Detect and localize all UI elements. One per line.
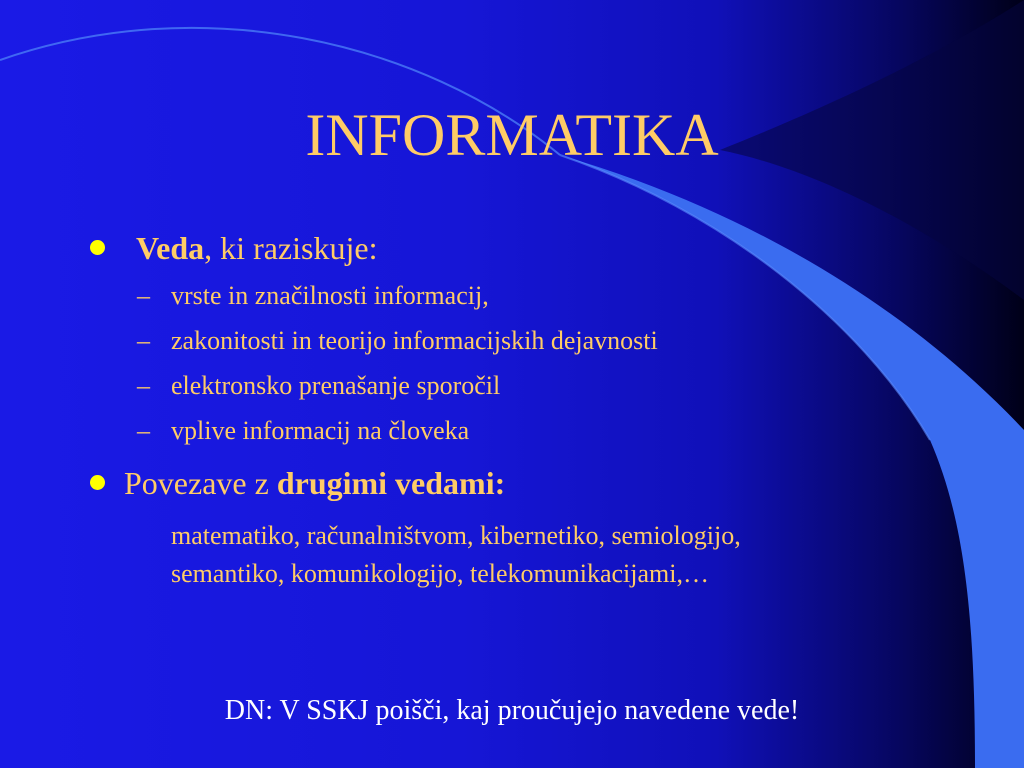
sub-item xyxy=(137,280,489,312)
sub-item-text: elektronsko prenašanje sporočil xyxy=(171,371,501,400)
sub-item-text: zakonitosti in teorijo informacijskih dejavnosti xyxy=(171,326,658,355)
bullet-item-veda xyxy=(90,228,377,268)
sub-item xyxy=(137,325,658,357)
sub-item xyxy=(137,415,469,447)
related-fields-line: semantiko, komunikologijo, telekomunikacijami,… xyxy=(171,559,709,588)
bullet-dot-icon xyxy=(90,240,105,255)
bullet-bold-povezave: drugimi vedami: xyxy=(276,465,506,501)
bullet-text-veda: , ki raziskuje: xyxy=(204,230,378,266)
bullet-dot-icon xyxy=(90,475,105,490)
dash-marker: – xyxy=(137,416,150,445)
dash-marker: – xyxy=(137,326,150,355)
related-fields-line: matematiko, računalništvom, kibernetiko, semiologijo, xyxy=(171,521,741,550)
bullet-text-povezave: Povezave z xyxy=(124,465,277,501)
sub-item-text: vrste in značilnosti informacij, xyxy=(171,281,489,310)
bullet-bold-veda: Veda xyxy=(136,230,205,266)
bullet-item-povezave xyxy=(90,463,505,503)
sub-item xyxy=(137,370,500,402)
dash-marker: – xyxy=(137,371,150,400)
dash-marker: – xyxy=(137,281,150,310)
slide-title: INFORMATIKA xyxy=(305,102,719,168)
homework-note: DN: V SSKJ poišči, kaj proučujejo navedene vede! xyxy=(224,695,800,726)
sub-item-text: vplive informacij na človeka xyxy=(171,416,470,445)
